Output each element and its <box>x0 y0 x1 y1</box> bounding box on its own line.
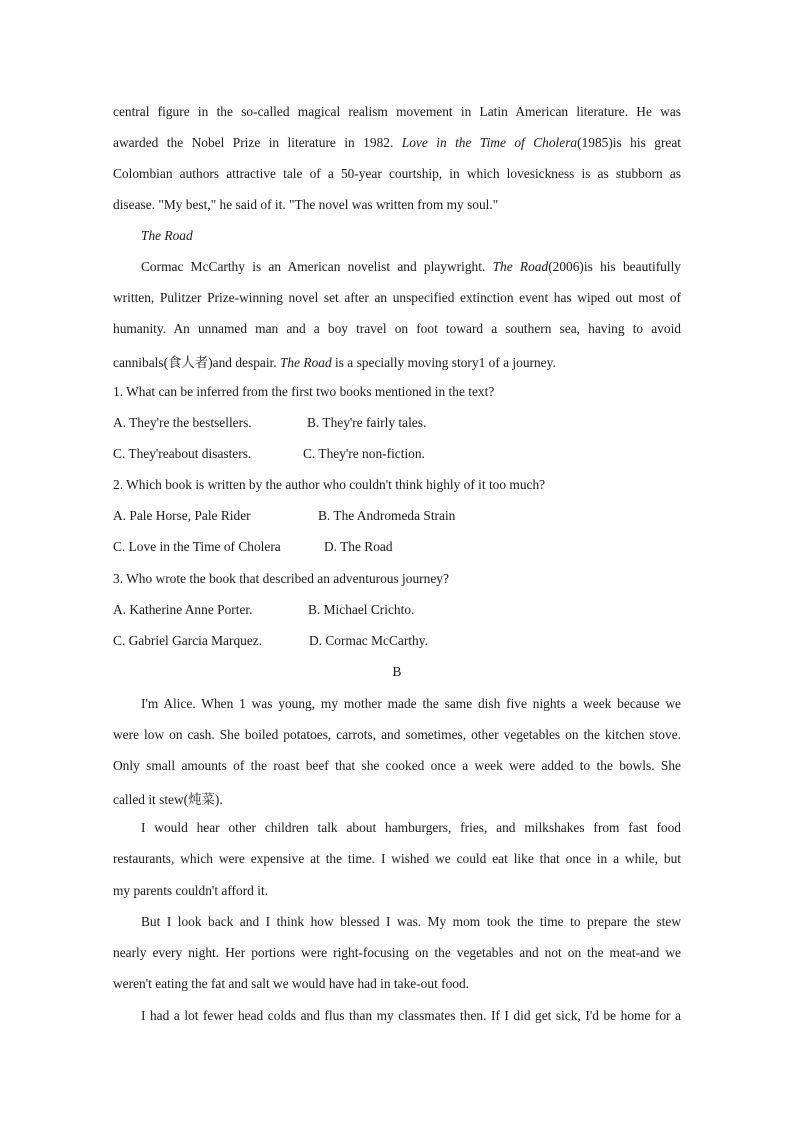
option-d: C. They're non-fiction. <box>303 446 425 461</box>
body-line: were low on cash. She boiled potatoes, carrots, and sometimes, other vegetables on the kitchen stove. <box>113 727 681 742</box>
body-line: Only small amounts of the roast beef that she cooked once a week were added to the bowls. She <box>113 758 681 773</box>
body-line: nearly every night. Her portions were right-focusing on the vegetables and not on the meat-and we <box>113 945 681 960</box>
body-line: humanity. An unnamed man and a boy travel on foot toward a southern sea, having to avoid <box>113 321 681 336</box>
question-stem: 3. Who wrote the book that described an adventurous journey? <box>113 571 449 586</box>
book-title: Love in the Time of Cholera <box>401 135 578 150</box>
option-a: A. Pale Horse, Pale Rider <box>113 508 251 523</box>
book-title: The Road <box>492 259 549 274</box>
option-a: A. They're the bestsellers. <box>113 415 252 430</box>
body-line: restaurants, which were expensive at the time. I wished we could eat like that once in a while, but <box>113 851 681 866</box>
option-b: B. The Andromeda Strain <box>318 508 456 523</box>
body-line: Cormac McCarthy is an American novelist and playwright. The Road(2006)is his beautifully <box>141 259 681 274</box>
option-c: C. They'reabout disasters. <box>113 446 252 461</box>
body-line: central figure in the so-called magical realism movement in Latin American literature. He was <box>113 104 681 119</box>
body-line: called it stew(炖菜). <box>113 792 223 807</box>
option-c: C. Love in the Time of Cholera <box>113 539 281 554</box>
question-stem: 1. What can be inferred from the first two books mentioned in the text? <box>113 384 495 399</box>
body-line: I'm Alice. When 1 was young, my mother made the same dish five nights a week because we <box>141 696 681 711</box>
body-line: disease. "My best," he said of it. "The novel was written from my soul." <box>113 197 499 212</box>
body-line: cannibals(食人者)and despair. The Road is a specially moving story1 of a journey. <box>113 355 556 370</box>
option-d: D. The Road <box>324 539 393 554</box>
body-line: I would hear other children talk about hamburgers, fries, and milkshakes from fast food <box>141 820 681 835</box>
book-heading: The Road <box>141 228 193 243</box>
option-b: B. They're fairly tales. <box>307 415 427 430</box>
option-c: C. Gabriel Garcia Marquez. <box>113 633 263 648</box>
option-a: A. Katherine Anne Porter. <box>113 602 253 617</box>
body-line: Colombian authors attractive tale of a 50-year courtship, in which lovesickness is as stubborn as <box>113 166 681 181</box>
body-line: awarded the Nobel Prize in literature in 1982. Love in the Time of Cholera(1985)is his great <box>113 135 682 150</box>
book-title: The Road <box>279 355 332 370</box>
body-line: But I look back and I think how blessed I was. My mom took the time to prepare the stew <box>141 914 681 929</box>
body-line: written, Pulitzer Prize-winning novel set after an unspecified extinction event has wiped out most of <box>113 290 681 305</box>
option-d: D. Cormac McCarthy. <box>309 633 428 648</box>
body-line: weren't eating the fat and salt we would have had in take-out food. <box>113 976 470 991</box>
body-line: my parents couldn't afford it. <box>113 883 269 898</box>
body-line: I had a lot fewer head colds and flus than my classmates then. If I did get sick, I'd be home for a <box>141 1008 681 1023</box>
section-label: B <box>392 664 402 679</box>
option-b: B. Michael Crichto. <box>308 602 415 617</box>
question-stem: 2. Which book is written by the author who couldn't think highly of it too much? <box>113 477 546 492</box>
